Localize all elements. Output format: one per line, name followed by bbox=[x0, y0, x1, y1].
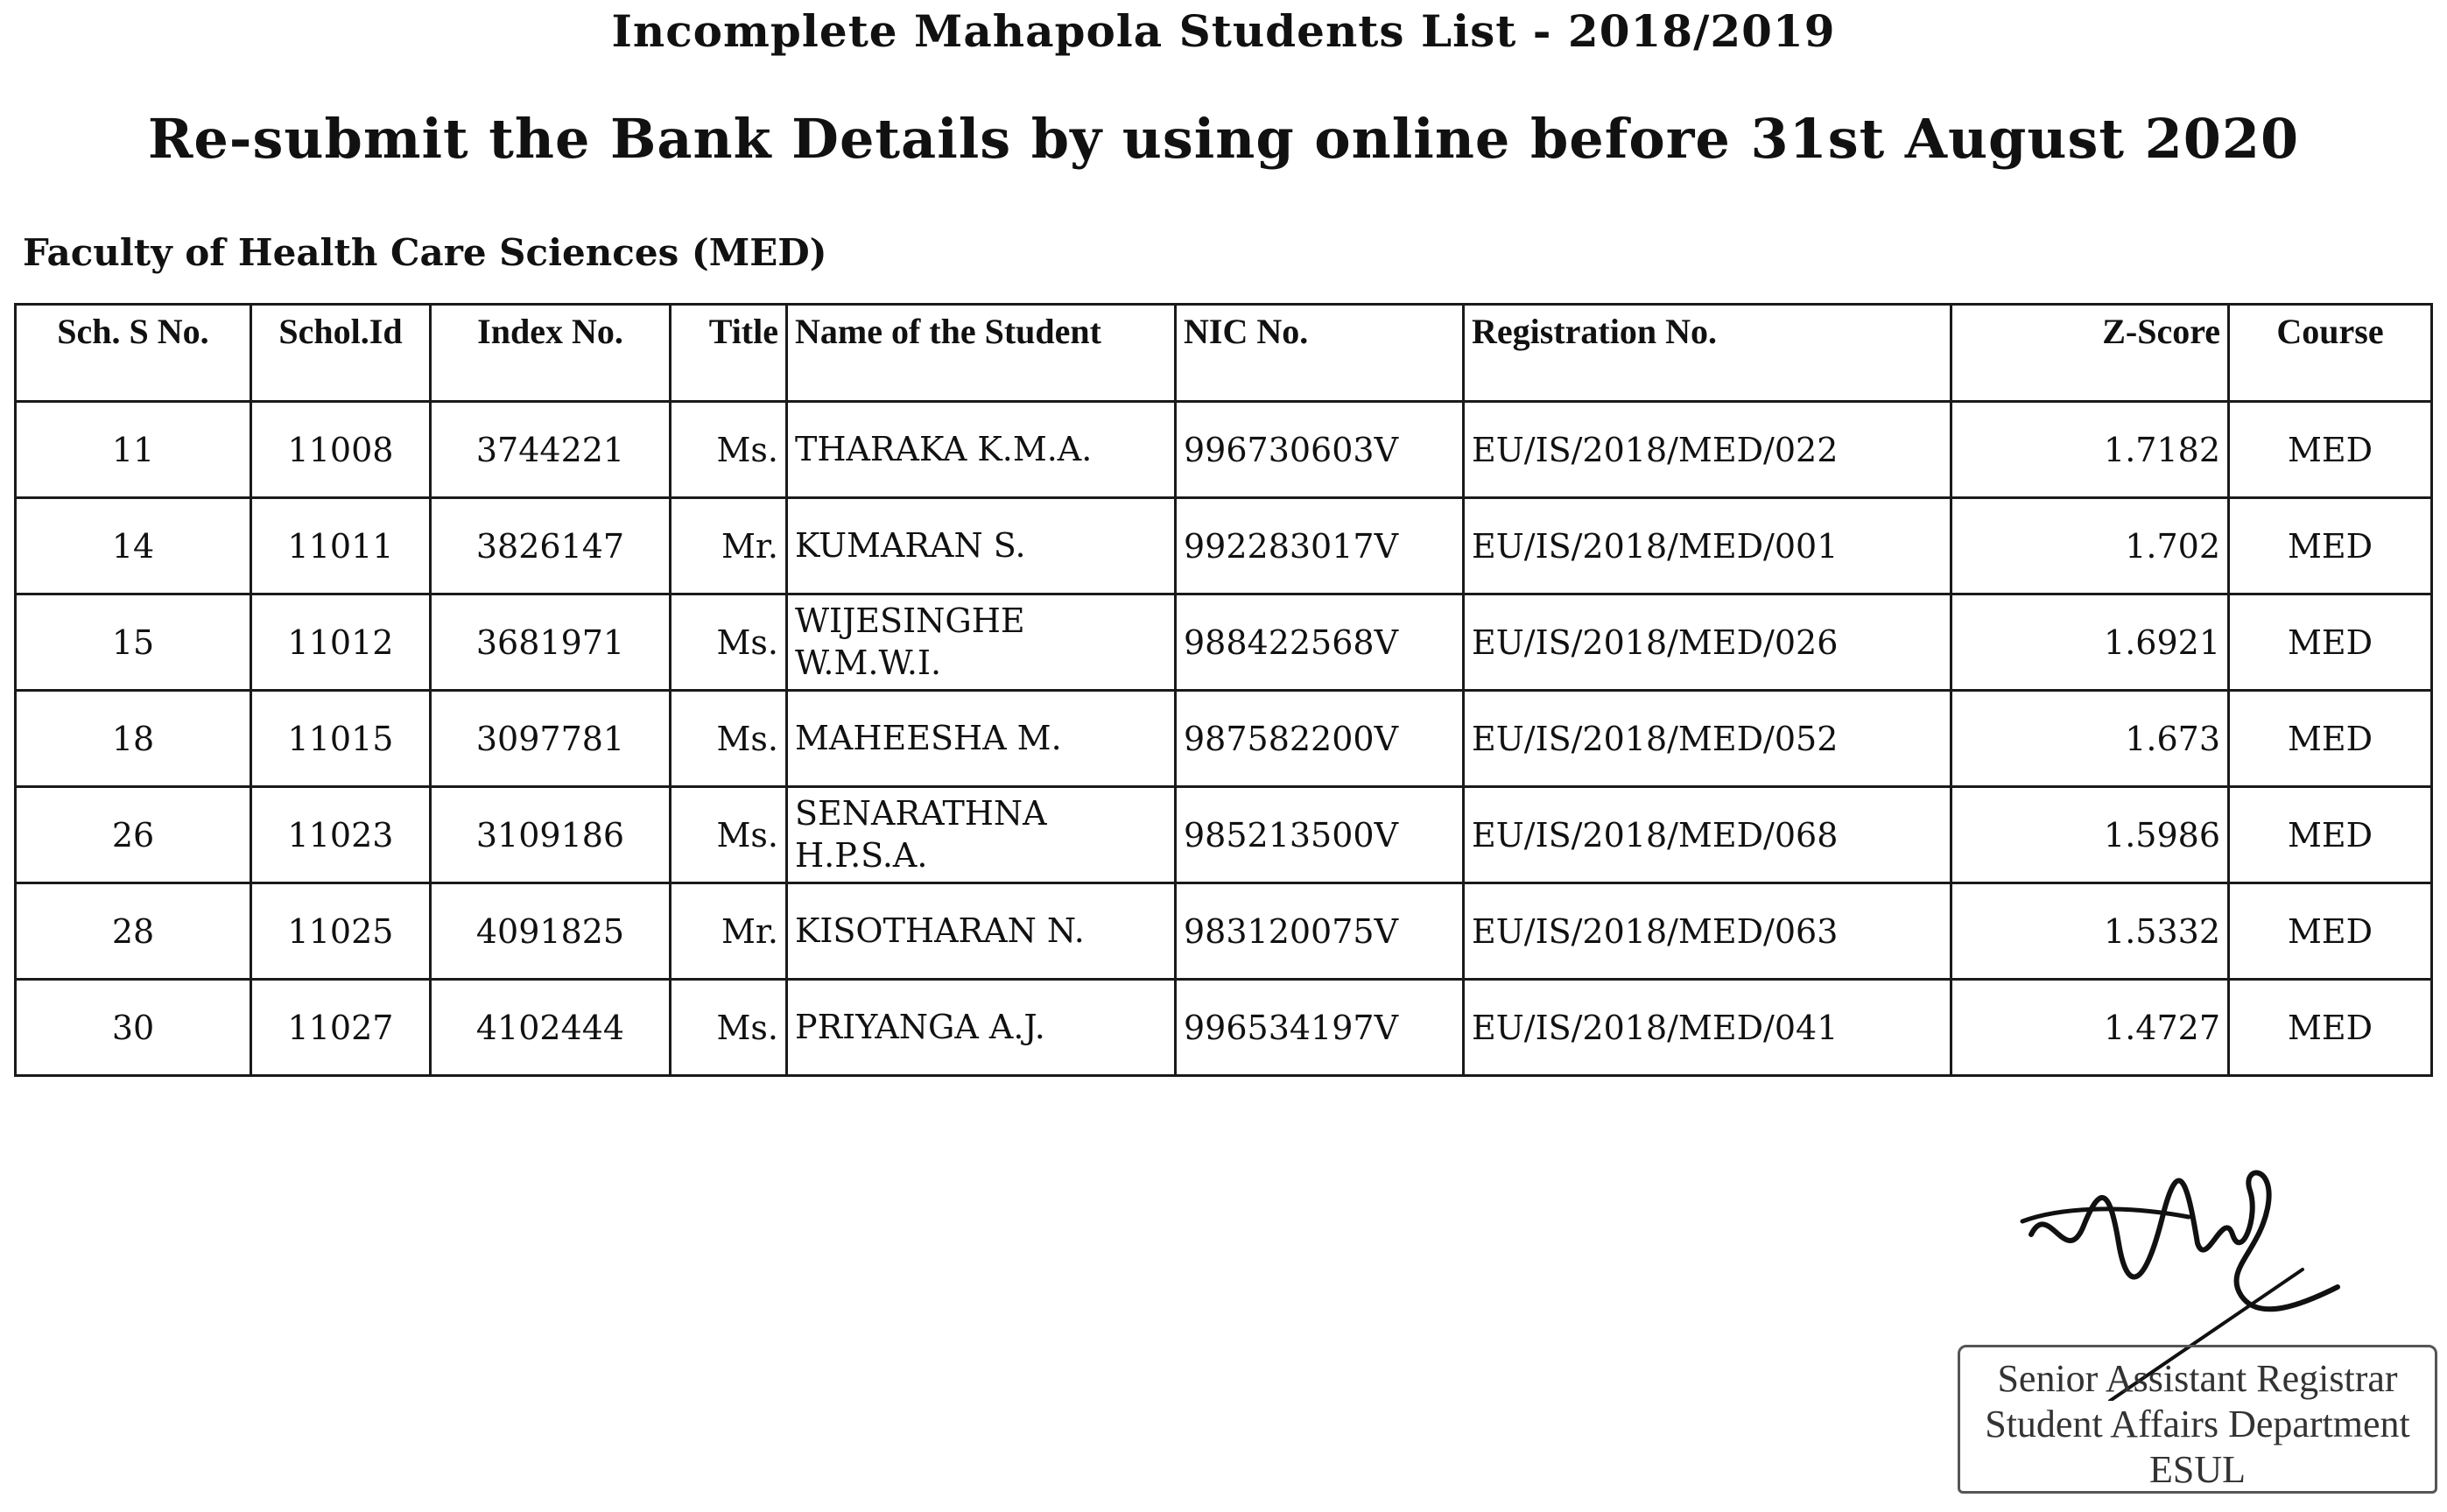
cell-course: MED bbox=[2229, 594, 2432, 691]
header-nic: NIC No. bbox=[1176, 305, 1464, 402]
official-stamp bbox=[1958, 1345, 2437, 1494]
cell-sch-s-no: 28 bbox=[16, 883, 251, 980]
cell-name: SENARATHNA H.P.S.A. bbox=[787, 787, 1176, 883]
cell-index-no: 3097781 bbox=[431, 691, 671, 787]
cell-schol-id: 11012 bbox=[251, 594, 431, 691]
cell-z-score: 1.5986 bbox=[1951, 787, 2229, 883]
header-title: Title bbox=[671, 305, 787, 402]
cell-title: Ms. bbox=[671, 787, 787, 883]
cell-course: MED bbox=[2229, 883, 2432, 980]
document-title: Incomplete Mahapola Students List - 2018/2019 bbox=[611, 5, 1836, 57]
header-schol-id: Schol.Id bbox=[251, 305, 431, 402]
students-table bbox=[14, 303, 2433, 1077]
cell-z-score: 1.7182 bbox=[1951, 402, 2229, 498]
cell-registration-no: EU/IS/2018/MED/001 bbox=[1464, 498, 1951, 594]
cell-title: Ms. bbox=[671, 402, 787, 498]
cell-nic: 983120075V bbox=[1176, 883, 1464, 980]
table-row bbox=[16, 883, 2432, 980]
cell-sch-s-no: 15 bbox=[16, 594, 251, 691]
cell-name: PRIYANGA A.J. bbox=[787, 980, 1176, 1076]
header-sch-s-no: Sch. S No. bbox=[16, 305, 251, 402]
cell-title: Ms. bbox=[671, 691, 787, 787]
stamp-line-3: ESUL bbox=[2149, 1448, 2246, 1491]
stamp-line-1: Senior Assistant Registrar bbox=[1997, 1357, 2398, 1400]
cell-name: WIJESINGHE W.M.W.I. bbox=[787, 594, 1176, 691]
cell-index-no: 3744221 bbox=[431, 402, 671, 498]
cell-nic: 996730603V bbox=[1176, 402, 1464, 498]
cell-title: Ms. bbox=[671, 594, 787, 691]
cell-name: KUMARAN S. bbox=[787, 498, 1176, 594]
cell-course: MED bbox=[2229, 980, 2432, 1076]
cell-name: KISOTHARAN N. bbox=[787, 883, 1176, 980]
cell-nic: 988422568V bbox=[1176, 594, 1464, 691]
cell-schol-id: 11023 bbox=[251, 787, 431, 883]
cell-name: THARAKA K.M.A. bbox=[787, 402, 1176, 498]
table-header-row bbox=[16, 305, 2432, 402]
header-z-score: Z-Score bbox=[1951, 305, 2229, 402]
header-registration-no: Registration No. bbox=[1464, 305, 1951, 402]
cell-index-no: 3826147 bbox=[431, 498, 671, 594]
cell-registration-no: EU/IS/2018/MED/026 bbox=[1464, 594, 1951, 691]
cell-z-score: 1.5332 bbox=[1951, 883, 2229, 980]
table-row bbox=[16, 980, 2432, 1076]
table-row bbox=[16, 402, 2432, 498]
cell-course: MED bbox=[2229, 691, 2432, 787]
cell-nic: 996534197V bbox=[1176, 980, 1464, 1076]
cell-nic: 992283017V bbox=[1176, 498, 1464, 594]
cell-title: Ms. bbox=[671, 980, 787, 1076]
cell-schol-id: 11025 bbox=[251, 883, 431, 980]
cell-registration-no: EU/IS/2018/MED/022 bbox=[1464, 402, 1951, 498]
cell-z-score: 1.6921 bbox=[1951, 594, 2229, 691]
cell-z-score: 1.4727 bbox=[1951, 980, 2229, 1076]
cell-name: MAHEESHA M. bbox=[787, 691, 1176, 787]
cell-schol-id: 11008 bbox=[251, 402, 431, 498]
faculty-heading: Faculty of Health Care Sciences (MED) bbox=[23, 231, 827, 274]
cell-sch-s-no: 11 bbox=[16, 402, 251, 498]
cell-sch-s-no: 30 bbox=[16, 980, 251, 1076]
cell-nic: 985213500V bbox=[1176, 787, 1464, 883]
cell-z-score: 1.702 bbox=[1951, 498, 2229, 594]
cell-registration-no: EU/IS/2018/MED/041 bbox=[1464, 980, 1951, 1076]
cell-title: Mr. bbox=[671, 883, 787, 980]
document-subtitle: Re-submit the Bank Details by using online before 31st August 2020 bbox=[147, 107, 2300, 171]
cell-index-no: 4091825 bbox=[431, 883, 671, 980]
table-row bbox=[16, 498, 2432, 594]
cell-schol-id: 11011 bbox=[251, 498, 431, 594]
table-row bbox=[16, 787, 2432, 883]
cell-course: MED bbox=[2229, 498, 2432, 594]
stamp-line-2: Student Affairs Department bbox=[1985, 1403, 2410, 1445]
header-index-no: Index No. bbox=[431, 305, 671, 402]
cell-index-no: 3681971 bbox=[431, 594, 671, 691]
cell-registration-no: EU/IS/2018/MED/068 bbox=[1464, 787, 1951, 883]
cell-registration-no: EU/IS/2018/MED/063 bbox=[1464, 883, 1951, 980]
cell-index-no: 4102444 bbox=[431, 980, 671, 1076]
cell-schol-id: 11027 bbox=[251, 980, 431, 1076]
cell-sch-s-no: 14 bbox=[16, 498, 251, 594]
cell-registration-no: EU/IS/2018/MED/052 bbox=[1464, 691, 1951, 787]
cell-sch-s-no: 18 bbox=[16, 691, 251, 787]
table-row bbox=[16, 691, 2432, 787]
cell-nic: 987582200V bbox=[1176, 691, 1464, 787]
table-row bbox=[16, 594, 2432, 691]
header-name: Name of the Student bbox=[787, 305, 1176, 402]
cell-z-score: 1.673 bbox=[1951, 691, 2229, 787]
cell-title: Mr. bbox=[671, 498, 787, 594]
cell-index-no: 3109186 bbox=[431, 787, 671, 883]
cell-sch-s-no: 26 bbox=[16, 787, 251, 883]
cell-schol-id: 11015 bbox=[251, 691, 431, 787]
cell-course: MED bbox=[2229, 787, 2432, 883]
cell-course: MED bbox=[2229, 402, 2432, 498]
header-course: Course bbox=[2229, 305, 2432, 402]
